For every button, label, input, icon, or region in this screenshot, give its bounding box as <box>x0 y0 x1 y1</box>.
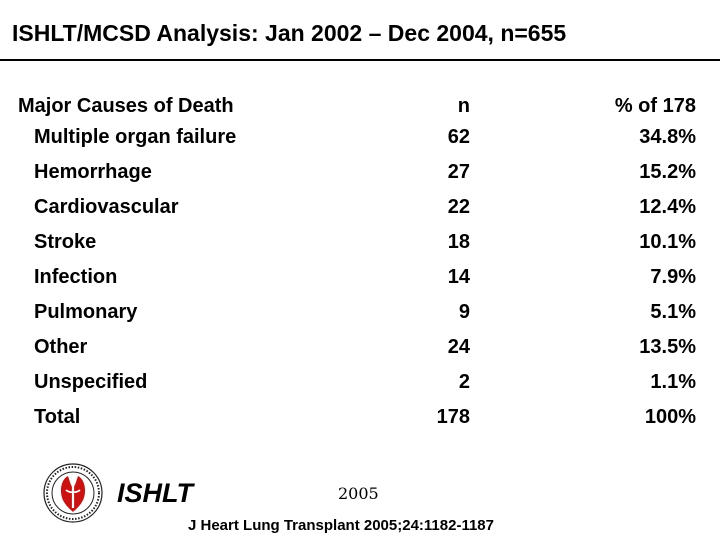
table-row <box>0 192 720 227</box>
publication-year: 2005 <box>338 484 379 503</box>
causes-table <box>0 122 720 437</box>
n-cell: 178 <box>436 406 470 428</box>
table-row <box>0 122 720 157</box>
pct-cell: 5.1% <box>650 301 696 323</box>
title-divider <box>0 59 720 61</box>
header-cause: Major Causes of Death <box>18 95 234 117</box>
slide-title: ISHLT/MCSD Analysis: Jan 2002 – Dec 2004, n=655 <box>12 20 567 46</box>
pct-cell: 1.1% <box>650 371 696 393</box>
n-cell: 9 <box>458 301 470 323</box>
pct-cell: 15.2% <box>639 161 696 183</box>
pct-cell: 100% <box>644 406 696 428</box>
n-cell: 2 <box>458 371 470 393</box>
pct-cell: 12.4% <box>639 196 696 218</box>
header-pct: % of 178 <box>614 95 696 117</box>
n-cell: 27 <box>447 161 470 183</box>
brand-name: ISHLT <box>117 478 193 508</box>
header-n: n <box>457 95 470 117</box>
cause-cell: Total <box>34 406 81 428</box>
table-row <box>0 332 720 367</box>
cause-cell: Infection <box>34 266 118 288</box>
table-row <box>0 157 720 192</box>
cause-cell: Cardiovascular <box>34 196 179 218</box>
ishlt-seal-icon <box>42 462 104 524</box>
pct-cell: 34.8% <box>639 126 696 148</box>
n-cell: 18 <box>447 231 470 253</box>
table-row-total <box>0 402 720 437</box>
cause-cell: Stroke <box>34 231 97 253</box>
cause-cell: Other <box>34 336 88 358</box>
cause-cell: Unspecified <box>34 371 148 393</box>
table-row <box>0 262 720 297</box>
n-cell: 24 <box>447 336 470 358</box>
cause-cell: Hemorrhage <box>34 161 152 183</box>
citation: J Heart Lung Transplant 2005;24:1182-1187 <box>188 517 494 534</box>
pct-cell: 7.9% <box>650 266 696 288</box>
table-row <box>0 367 720 402</box>
n-cell: 62 <box>447 126 470 148</box>
pct-cell: 10.1% <box>639 231 696 253</box>
cause-cell: Pulmonary <box>34 301 138 323</box>
cause-cell: Multiple organ failure <box>34 126 237 148</box>
table-row <box>0 297 720 332</box>
n-cell: 14 <box>447 266 470 288</box>
pct-cell: 13.5% <box>639 336 696 358</box>
n-cell: 22 <box>447 196 470 218</box>
table-row <box>0 227 720 262</box>
